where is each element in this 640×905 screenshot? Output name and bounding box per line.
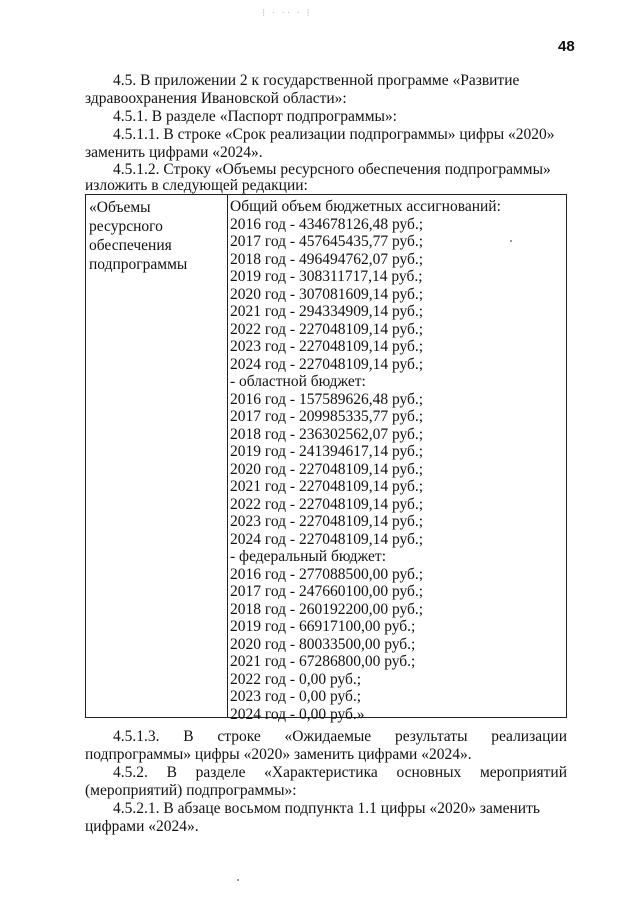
table-row: 2018 год - 236302562,07 руб.; — [230, 425, 424, 443]
table-row: 2017 год - 457645435,77 руб.; — [230, 233, 424, 250]
paragraph-4-5-2-1-line-1: 4.5.2.1. В абзаце восьмом подпункта 1.1 цифры «2020» заменить — [113, 800, 540, 817]
paragraph-4-5-1-2-line-1: 4.5.1.2. Строку «Объемы ресурсного обеспечения подпрограммы» — [113, 161, 551, 178]
table-row: - областной бюджет: — [230, 373, 366, 390]
paragraph-4-5-2-line-1: 4.5.2. В разделе «Характеристика основных мероприятий — [113, 764, 567, 781]
table-row: 2020 год - 80033500,00 руб.; — [230, 635, 416, 653]
table-row: 2019 год - 308311717,14 руб.; — [230, 268, 423, 285]
table-row: 2023 год - 0,00 руб.; — [230, 688, 362, 705]
table-row: Общий объем бюджетных ассигнований: — [230, 198, 501, 215]
table-row: - федеральный бюджет: — [230, 548, 386, 565]
paragraph-4-5-1-3-line-2: подпрограммы» цифры «2020» заменить цифрами «2024». — [85, 746, 472, 763]
page-number: 48 — [558, 38, 575, 55]
table-row: 2019 год - 241394617,14 руб.; — [230, 443, 424, 460]
table-label-line: обеспечения — [89, 237, 172, 254]
table-row: 2017 год - 247660100,00 руб.; — [230, 583, 424, 600]
paragraph-4-5-1: 4.5.1. В разделе «Паспорт подпрограммы»: — [113, 108, 397, 125]
paragraph-4-5-2-1-line-2: цифрами «2024». — [85, 818, 199, 835]
table-row: 2024 год - 227048109,14 руб.; — [230, 355, 424, 373]
paragraph-4-5-1-2-line-2: изложить в следующей редакции: — [85, 177, 308, 194]
table-row: 2023 год - 227048109,14 руб.; — [230, 513, 424, 530]
table-row: 2021 год - 67286800,00 руб.; — [230, 653, 416, 670]
table-row: 2020 год - 307081609,14 руб.; — [230, 285, 424, 303]
table-row: 2021 год - 227048109,14 руб.; — [230, 478, 424, 495]
table-label-line: подпрограммы — [89, 256, 188, 273]
table-row: 2022 год - 227048109,14 руб.; — [230, 320, 424, 338]
table-row: 2019 год - 66917100,00 руб.; — [230, 618, 416, 635]
scan-speck — [237, 879, 239, 881]
table-row: 2021 год - 294334909,14 руб.; — [230, 303, 424, 320]
paragraph-4-5-line-2: здравоохранения Ивановской области»: — [85, 90, 347, 107]
scan-mark: ⁝ · ·· · ⁝ — [262, 8, 312, 19]
paragraph-4-5-1-1-line-2: заменить цифрами «2024». — [85, 144, 263, 161]
table-row: 2016 год - 157589626,48 руб.; — [230, 390, 424, 408]
resource-table — [85, 194, 567, 723]
table-value-cell — [230, 198, 566, 723]
paragraph-4-5-line-1: 4.5. В приложении 2 к государственной программе «Развитие — [113, 72, 520, 89]
table-row: 2024 год - 227048109,14 руб.; — [230, 530, 424, 548]
table-label-line: «Объемы ресурсного — [89, 199, 163, 235]
table-row: 2018 год - 260192200,00 руб.; — [230, 600, 424, 618]
table-label-cell — [89, 198, 227, 274]
table-row: 2024 год - 0,00 руб.» — [230, 705, 365, 723]
table-row: 2023 год - 227048109,14 руб.; — [230, 338, 424, 355]
table-row: 2022 год - 0,00 руб.; — [230, 670, 362, 688]
table-row: 2020 год - 227048109,14 руб.; — [230, 460, 424, 478]
table-row: 2018 год - 496494762,07 руб.; — [230, 250, 424, 268]
table-row: 2016 год - 434678126,48 руб.; — [230, 215, 424, 233]
table-row: 2017 год - 209985335,77 руб.; — [230, 408, 424, 425]
scan-speck — [510, 240, 512, 242]
paragraph-4-5-2-line-2: (мероприятий) подпрограммы»: — [85, 782, 297, 799]
paragraph-4-5-1-1-line-1: 4.5.1.1. В строке «Срок реализации подпрограммы» цифры «2020» — [113, 126, 555, 143]
table-row: 2016 год - 277088500,00 руб.; — [230, 565, 424, 583]
table-row: 2022 год - 227048109,14 руб.; — [230, 495, 424, 513]
table-column-divider — [227, 195, 228, 717]
paragraph-4-5-1-3-line-1: 4.5.1.3. В строке «Ожидаемые результаты реализации — [113, 728, 567, 745]
